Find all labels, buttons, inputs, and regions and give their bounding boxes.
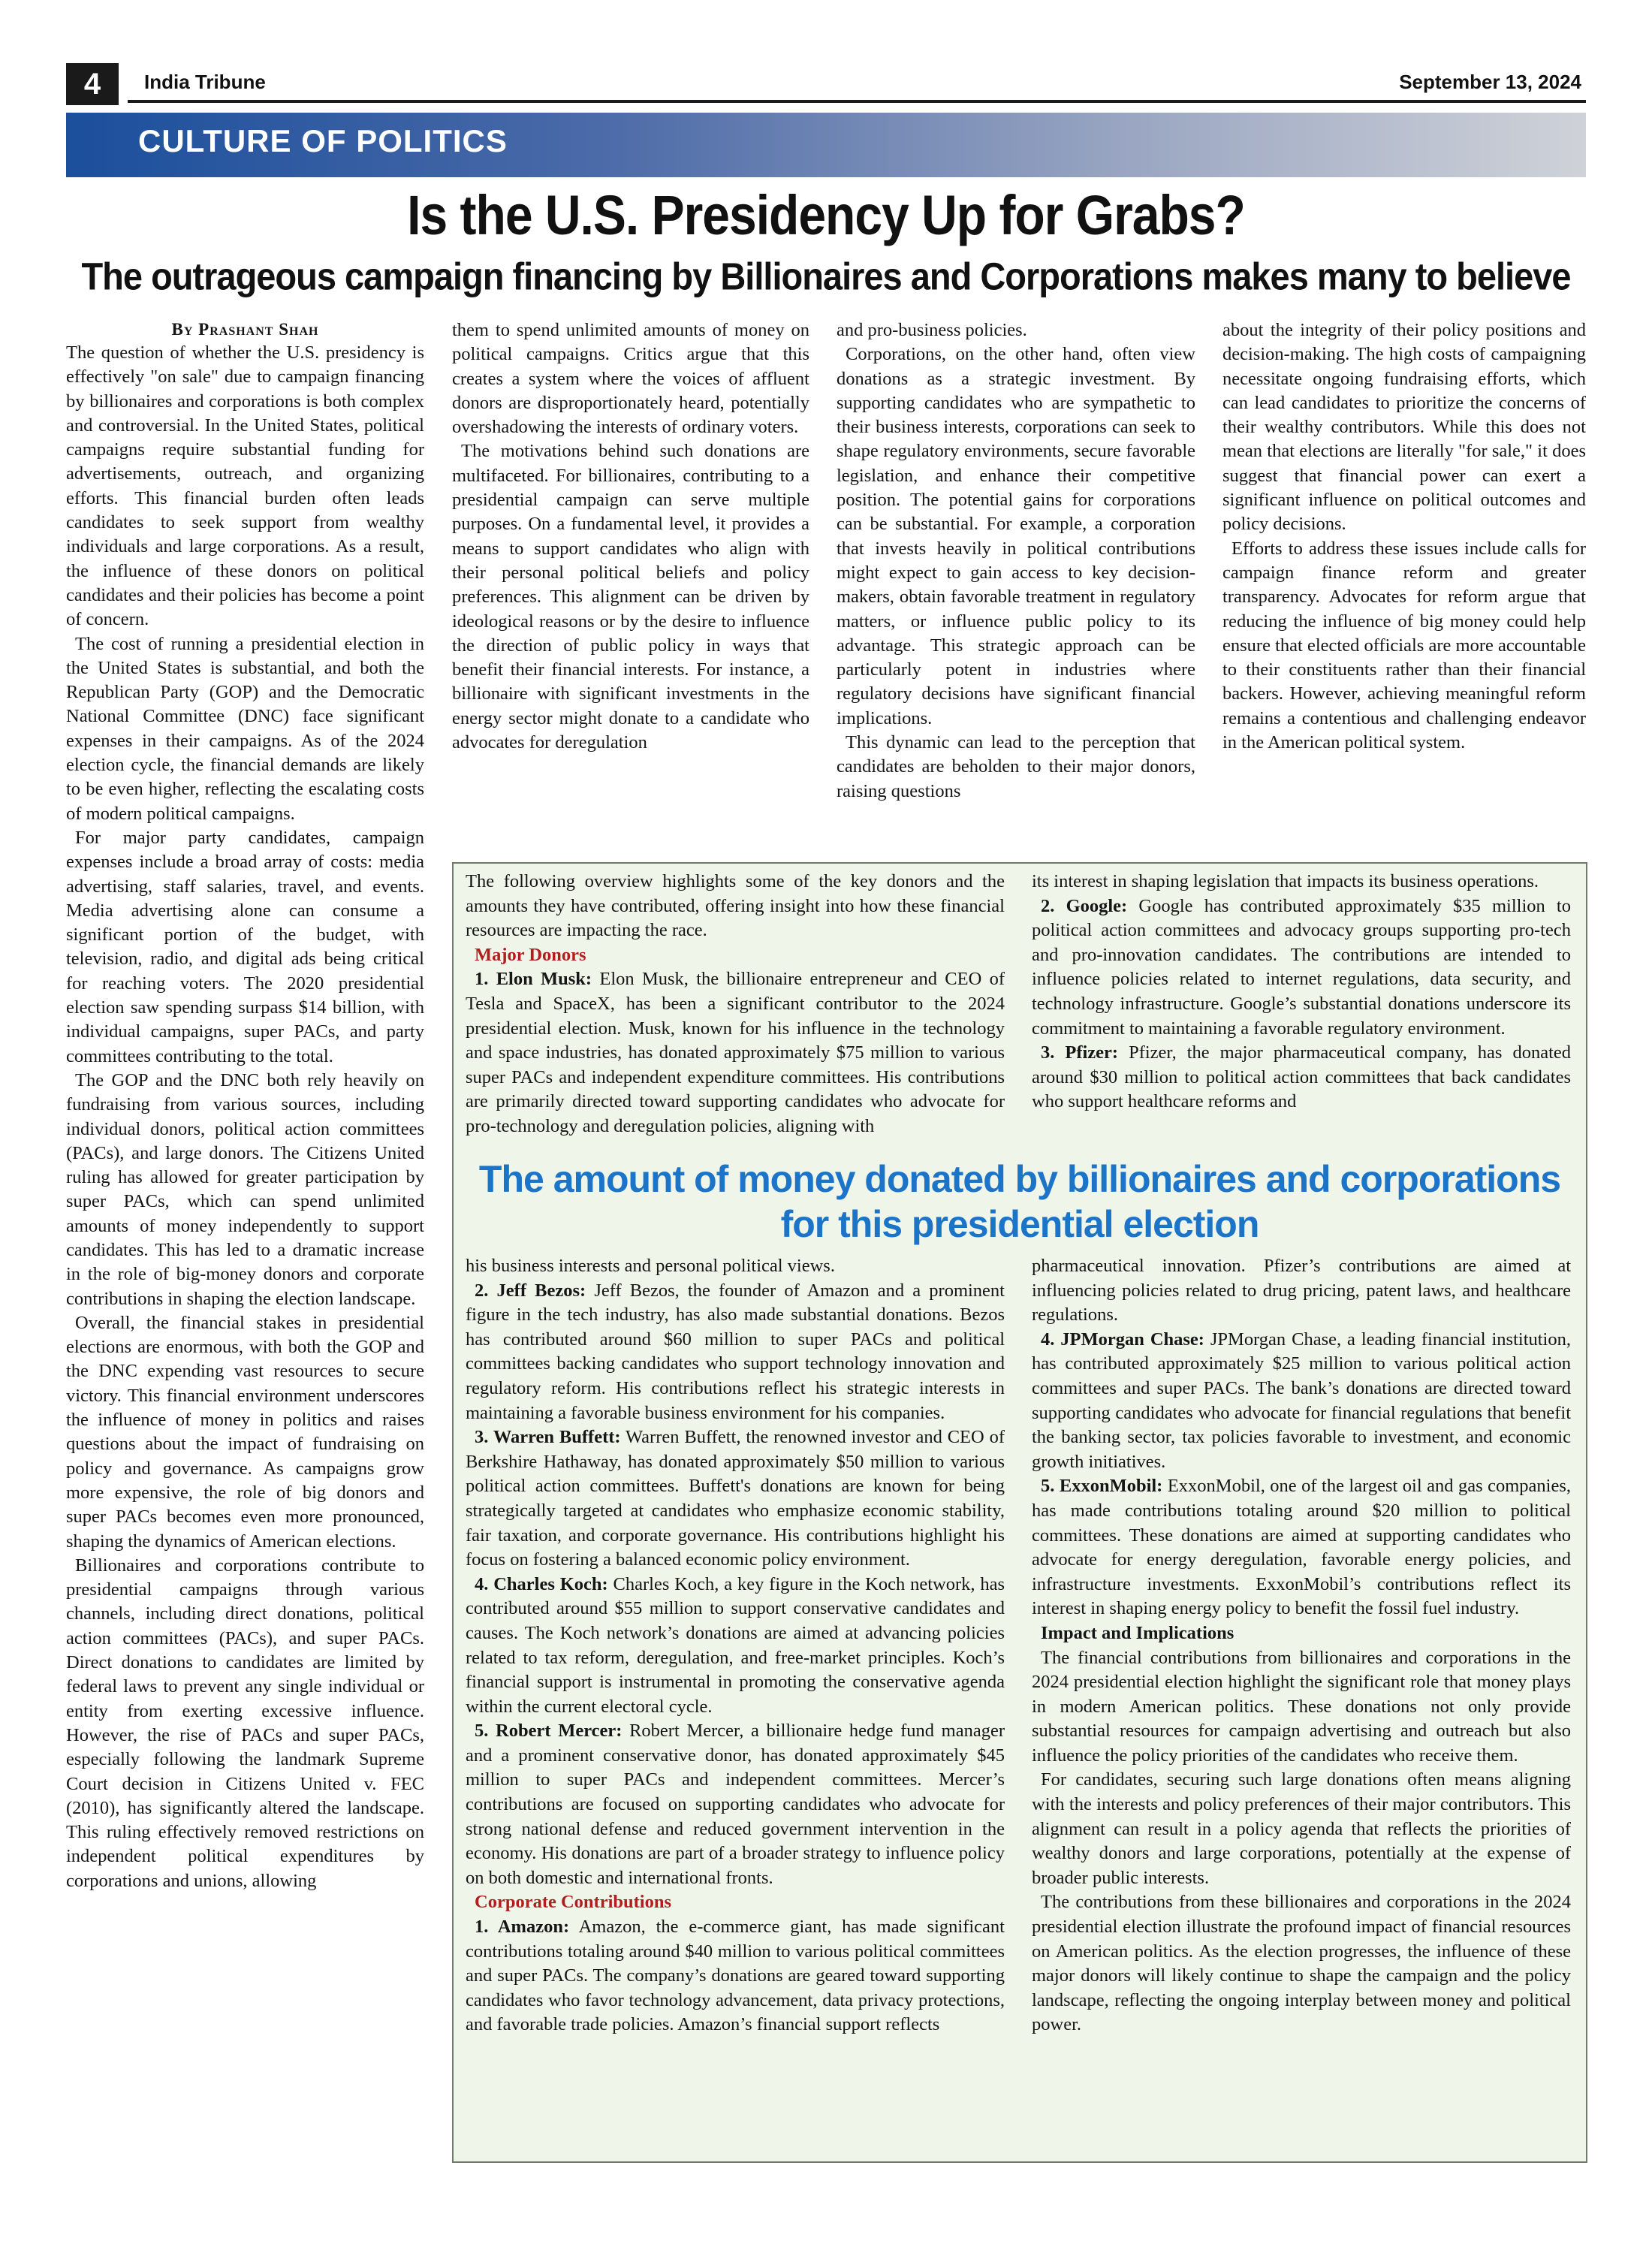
donor-text: Warren Buffett, the renowned investor and CEO of Berkshire Hathaway, has donated approximately $50 million to various political action committees. Buffett's donations are known for being strategically targeted at candidates who emphasize economic stability, fair taxation, and corporate governance. His contributions highlight his focus on fostering a balanced economic policy environment. [466, 1427, 1005, 1570]
section-title: CULTURE OF POLITICS [138, 123, 508, 158]
donor-text: Robert Mercer, a billionaire hedge fund manager and a prominent conservative donor, has donated approximately $45 million to super PACs and independent committees. Mercer’s contributions are focused on supporting candidates who advocate for strong national defense and reduced government intervention in the economy. His donations are part of a broader strategy to influence policy on both domestic and international fronts. [466, 1721, 1005, 1888]
corp-name: 1. Amazon: [475, 1917, 570, 1938]
donor-text: Elon Musk, the billionaire entrepreneur and CEO of Tesla and SpaceX, has been a significant contributor to the 2024 presidential election. Musk, known for his influence in the technology and space industries, has donated approximately $75 million to various super PACs and independent expenditure committees. His contributions are primarily directed toward supporting candidates who advocate for pro-technology and deregulation policies, aligning with [466, 969, 1005, 1136]
corp-text: Pfizer, the major pharmaceutical company, has donated around $30 million to political action committees that back candidates who support healthcare reforms and [1032, 1042, 1571, 1112]
section-banner [66, 113, 1586, 177]
donor-text-cont: his business interests and personal political views. [466, 1256, 835, 1276]
headline: Is the U.S. Presidency Up for Grabs? [407, 183, 1245, 246]
donor-name: 3. Warren Buffett: [475, 1427, 621, 1448]
donor-item [466, 1279, 1005, 1426]
subheadline: The outrageous campaign financing by Billionaires and Corporations makes many to believe [81, 254, 1571, 298]
sidebar-column-2-top [1032, 870, 1571, 1154]
article-paragraph-cont: them to spend unlimited amounts of money on political campaigns. Critics argue that this creates a system where the voices of affluent donors are disproportionately heard, potentially overshadowing the interests of ordinary voters. [452, 320, 809, 438]
sidebar-column-1-bottom [466, 1254, 1005, 2152]
article-paragraph: The motivations behind such donations are multifaceted. For billionaires, contributing to a presidential campaign can serve multiple purposes. On a fundamental level, it provides a means to support candidates who align with their personal political beliefs and policy preferences. This alignment can be driven by ideological reasons or by the desire to influence the direction of public policy in ways that benefit their financial interests. For instance, a billionaire with significant investments in the energy sector might donate to a candidate who advocates for deregulation [452, 441, 809, 753]
major-donors-heading: Major Donors [475, 944, 586, 965]
masthead-rule [128, 100, 1586, 103]
corp-item [1032, 1328, 1571, 1475]
impact-heading: Impact and Implications [1041, 1622, 1234, 1643]
impact-paragraph: The financial contributions from billionaires and corporations in the 2024 presidential election highlight the significant role that money plays in modern American politics. These donations not only provide substantial resources for campaign advertising and outreach but also influence the policy priorities of the candidates who receive them. [1032, 1647, 1571, 1766]
article-paragraph: The question of whether the U.S. presidency is effectively "on sale" due to campaign financing by billionaires and corporations is both complex and controversial. In the United States, political campaigns require substantial funding for advertisements, outreach, and organizing efforts. This financial burden often leads candidates to seek support from wealthy individuals and large corporations. As a result, the influence of these donors on political candidates and their policies has become a point of concern. [66, 342, 424, 630]
article-paragraph: This dynamic can lead to the perception that candidates are beholden to their major donors, raising questions [837, 732, 1195, 801]
byline: By Prashant Shah [171, 320, 319, 339]
article-column-3 [837, 318, 1195, 852]
donor-name: 1. Elon Musk: [475, 969, 592, 990]
issue-date: September 13, 2024 [1399, 71, 1581, 93]
corp-item [1032, 894, 1571, 1042]
corp-name: 5. ExxonMobil: [1041, 1476, 1163, 1497]
corp-name: 2. Google: [1041, 895, 1128, 916]
donor-name: 2. Jeff Bezos: [475, 1280, 586, 1301]
article-paragraph: Overall, the financial stakes in presidential elections are enormous, with both the GOP and the DNC expending vast resources to secure victory. This financial environment underscores the influence of money in politics and raises questions about the impact of fundraising on policy and governance. As campaigns grow more expensive, the role of big donors and super PACs becomes even more pronounced, shaping the dynamics of American elections. [66, 1312, 424, 1552]
corp-text: JPMorgan Chase, a leading financial institution, has contributed approximately $25 million to various political action committees and super PACs. The bank’s donations are directed toward supporting candidates who advocate for financial regulations that benefit the banking sector, tax policies favorable to investment, and economic growth initiatives. [1032, 1329, 1571, 1472]
article-paragraph: The GOP and the DNC both rely heavily on fundraising from various sources, including individual donors, political action committees (PACs), and large donors. The Citizens United ruling has allowed for greater participation by super PACs, which can spend unlimited amounts of money independently to support candidates. This has led to a dramatic increase in the role of big-money donors and corporate contributions in shaping the election landscape. [66, 1069, 424, 1309]
article-paragraph: The cost of running a presidential election in the United States is substantial, and both the Republican Party (GOP) and the Democratic National Committee (DNC) face significant expenses in their campaigns. As of the 2024 election cycle, the financial demands are likely to be even higher, reflecting the escalating costs of modern political campaigns. [66, 633, 424, 824]
impact-paragraph: The contributions from these billionaires and corporations in the 2024 presidential election illustrate the profound impact of financial resources on American politics. As the election progresses, the influence of these major donors will likely continue to shape the campaign and the policy landscape, reflecting the ongoing interplay between money and political power. [1032, 1892, 1571, 2035]
article-column-4 [1222, 318, 1586, 852]
page-number: 4 [66, 63, 119, 105]
donor-name: 5. Robert Mercer: [475, 1721, 623, 1742]
donor-name: 4. Charles Koch: [475, 1573, 608, 1594]
article-paragraph: Efforts to address these issues include calls for campaign finance reform and greater transparency. Advocates for reform argue that reducing the influence of big money could help ensure that elected officials are more accountable to their constituents rather than their financial backers. However, achieving meaningful reform remains a contentious and challenging endeavor in the American political system. [1222, 538, 1586, 753]
donor-item [466, 1719, 1005, 1890]
donor-sidebar-box [452, 862, 1587, 2163]
corp-text-cont: pharmaceutical innovation. Pfizer’s contributions are aimed at influencing policies related to drug pricing, patent laws, and healthcare regulations. [1032, 1256, 1571, 1326]
article-paragraph: Corporations, on the other hand, often view donations as a strategic investment. By supporting candidates who are sympathetic to their business interests, corporations can seek to shape regulatory environments, secure favorable legislation, and enhance their competitive position. The potential gains for corporations can be substantial. For example, a corporation that invests heavily in political contributions might expect to gain access to key decision-makers, obtain favorable treatment in regulatory matters, or influence public policy to its advantage. This strategic approach can be particularly potent in industries where regulatory decisions have significant financial implications. [837, 344, 1195, 728]
corp-text: ExxonMobil, one of the largest oil and gas companies, has made contributions totaling around $20 million to political committees. These donations are aimed at supporting candidates who advocate for energy deregulation, favorable energy policies, and infrastructure investments. ExxonMobil’s contributions reflect its interest in shaping energy policy to benefit the fossil fuel industry. [1032, 1476, 1571, 1619]
sidebar-column-1-top [466, 870, 1005, 1154]
corp-text: Google has contributed approximately $35 million to political action committees and advocacy groups supporting pro-tech and pro-innovation candidates. The contributions are intended to influence policies related to internet regulations, data security, and technology infrastructure. Google’s substantial donations underscore its commitment to maintaining a favorable regulatory environment. [1032, 895, 1571, 1039]
corp-item [466, 1915, 1005, 2037]
sidebar-callout: The amount of money donated by billionaires and corporations for this presidential election [478, 1158, 1561, 1245]
impact-paragraph: For candidates, securing such large donations often means aligning with the interests and policy preferences of their major contributors. This alignment can result in a policy agenda that reflects the priorities of wealthy donors and large corporations, potentially at the expense of broader public interests. [1032, 1769, 1571, 1888]
article-paragraph-cont: and pro-business policies. [837, 320, 1027, 340]
donor-item [466, 967, 1005, 1139]
article-paragraph: For major party candidates, campaign expenses include a broad array of costs: media advertising, staff salaries, travel, and events. Media advertising alone can consume a significant portion of the budget, with television, radio, and digital ads being critical for reaching voters. The 2020 presidential election saw spending surpass $14 billion, with individual campaigns, super PACs, and party committees contributing to the total. [66, 827, 424, 1066]
donor-text: Charles Koch, a key figure in the Koch network, has contributed around $55 million to support conservative candidates and causes. The Koch network’s donations are aimed at advancing policies related to tax reform, deregulation, and free-market principles. Koch’s financial support is instrumental in promoting the conservative agenda within the current electoral cycle. [466, 1573, 1005, 1717]
corporate-heading: Corporate Contributions [475, 1892, 672, 1913]
article-column-2 [452, 318, 809, 852]
sidebar-column-2-bottom [1032, 1254, 1571, 2152]
corp-text-cont: its interest in shaping legislation that impacts its business operations. [1032, 871, 1539, 891]
corp-item [1032, 1041, 1571, 1114]
corp-name: 3. Pfizer: [1041, 1042, 1119, 1063]
corp-name: 4. JPMorgan Chase: [1041, 1329, 1204, 1350]
corp-text: Amazon, the e-commerce giant, has made significant contributions totaling around $40 million to various political committees and super PACs. The company’s donations are geared toward supporting candidates who favor technology advancement, data privacy protections, and favorable trade policies. Amazon’s financial support reflects [466, 1917, 1005, 2035]
paper-name: India Tribune [144, 71, 266, 93]
sidebar-intro: The following overview highlights some of the key donors and the amounts they have contributed, offering insight into how these financial resources are impacting the race. [466, 871, 1005, 941]
article-paragraph-split: Billionaires and corporations contribute to presidential campaigns through various channels, including direct donations, political action committees (PACs), and super PACs. Direct donations to candidates are limited by federal laws to prevent any single individual or entity from exerting excessive influence. However, the rise of PACs and super PACs, especially following the landmark Supreme Court decision in Citizens United v. FEC (2010), has significantly altered the landscape. This ruling effectively removed restrictions on independent political expenditures by corporations and unions, allowing [66, 1555, 424, 1891]
article-paragraph-cont: about the integrity of their policy positions and decision-making. The high costs of campaigning necessitate ongoing fundraising efforts, which can lead candidates to prioritize the concerns of their wealthy contributors. While this does not mean that elections are literally "for sale," it does suggest that financial power can exert a significant influence on political outcomes and policy decisions. [1222, 320, 1586, 535]
donor-item [466, 1425, 1005, 1573]
article-column-1 [66, 318, 424, 2238]
corp-item [1032, 1474, 1571, 1621]
corp-continued [1032, 870, 1571, 894]
donor-item [466, 1573, 1005, 1720]
donor-text: Jeff Bezos, the founder of Amazon and a prominent figure in the tech industry, has also made substantial donations. Bezos has contributed around $60 million to super PACs and political committees backing candidates who support technology innovation and regulatory reform. His contributions reflect his strategic interests in maintaining a favorable business environment for his companies. [466, 1280, 1005, 1423]
